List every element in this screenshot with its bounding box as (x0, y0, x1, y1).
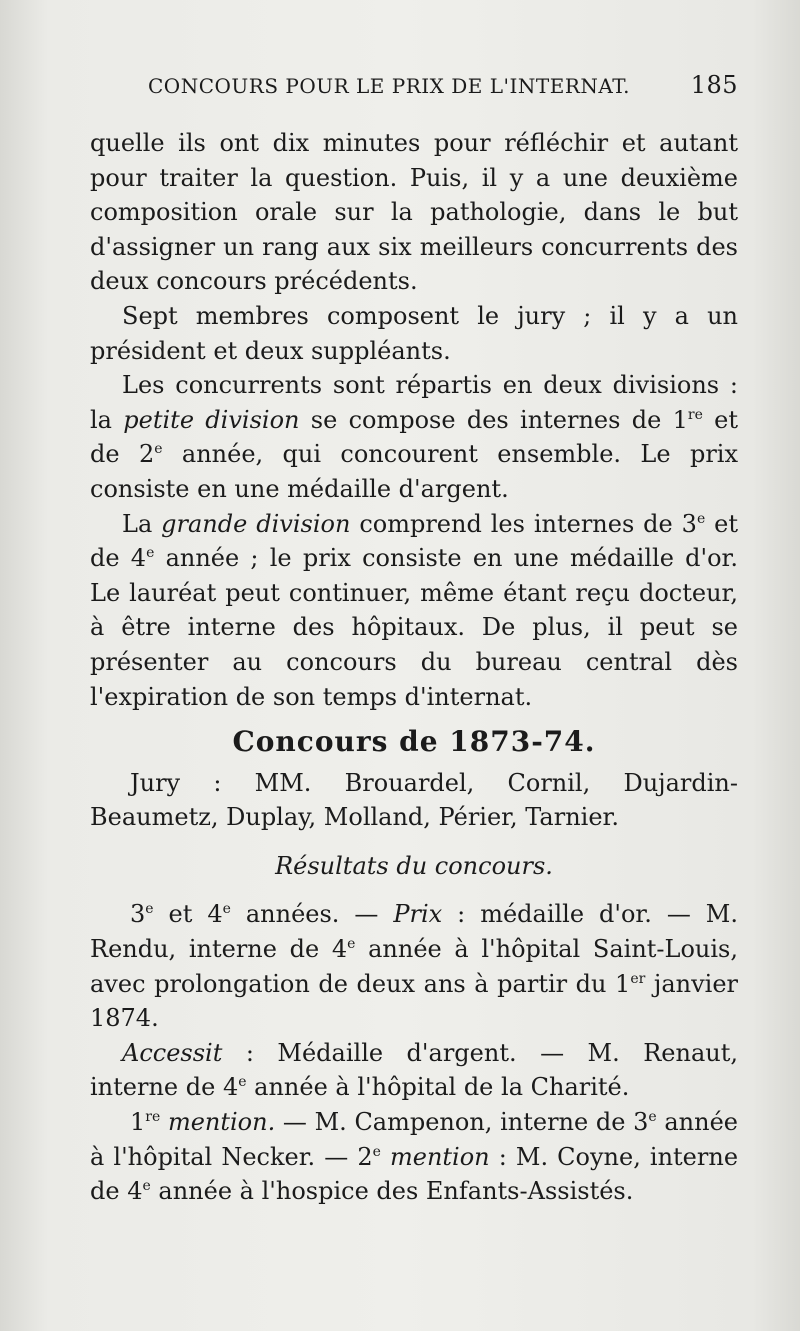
body-text (90, 126, 738, 1209)
text-run: : M. Coyne, interne de 4 (90, 1142, 739, 1206)
text-run: comprend les internes de 3 (350, 509, 697, 538)
paragraph-divisions (90, 368, 738, 506)
text-run: janvier 1874. (90, 969, 738, 1033)
text-run: année à l'hôpital Necker. — 2 (90, 1108, 738, 1171)
ordinal-suffix: e (372, 1143, 381, 1160)
emphasis-mention: mention. (160, 1108, 276, 1137)
text-run: : Médaille d'argent. — M. Renaut, interne de 4 (90, 1038, 738, 1102)
result-prix (90, 897, 738, 1035)
text-run: année à l'hôpital de la Charité. (246, 1073, 630, 1102)
text-run: : médaille d'or. — M. Rendu, interne de 4 (90, 900, 739, 964)
text-run: La (122, 509, 162, 538)
text-run: année, qui concourent ensemble. Le prix consiste en une médaille d'argent. (90, 440, 738, 503)
emphasis-mention: mention (380, 1142, 490, 1171)
ordinal-suffix: e (347, 936, 356, 953)
ordinal-suffix: re (145, 1109, 161, 1126)
text-run: 3 (130, 900, 146, 929)
ordinal-suffix: er (630, 970, 646, 987)
paragraph-jury-composition: Sept membres composent le jury ; il y a un président et deux suppléants. (90, 301, 738, 365)
text-run: et 4 (153, 900, 223, 929)
text-run: et de 4 (90, 509, 738, 573)
ordinal-suffix: e (154, 441, 163, 458)
running-title: CONCOURS POUR LE PRIX DE L'INTERNAT. (148, 74, 631, 98)
running-header (148, 71, 738, 104)
text-run: années. — (230, 900, 394, 929)
ordinal-suffix: e (696, 510, 706, 527)
text-run: — M. Campenon, interne de 3 (275, 1108, 649, 1137)
section-title: Concours de 1873-74. (232, 725, 596, 759)
ordinal-suffix: re (687, 406, 703, 423)
text-run: année à l'hospice des Enfants-Assistés. (150, 1177, 634, 1206)
emphasis-petite-division: petite division (123, 405, 300, 434)
results-heading: Résultats du concours. (275, 851, 553, 880)
text-run: 1 (130, 1108, 146, 1137)
paragraph-grande-division (90, 507, 738, 715)
text-run: et de 2 (90, 405, 738, 469)
ordinal-suffix: e (145, 901, 154, 918)
paragraph-jury-list: Jury : MM. Brouardel, Cornil, Dujardin-Beaumetz, Duplay, Molland, Périer, Tarnier. (90, 768, 738, 832)
text-run: année ; le prix consiste en une médaille d'or. Le lauréat peut continuer, même étant reçu docteur, à être interne des hôpitaux. De plus, il peut se présenter au concours du bureau central dès l'expiration de son temps d'internat. (90, 544, 738, 711)
text-run: année à l'hôpital Saint-Louis, avec prolongation de deux ans à partir du 1 (90, 935, 739, 998)
text-run: Les concurrents sont répartis en deux divisions : la (90, 371, 738, 434)
ordinal-suffix: e (142, 1178, 151, 1195)
emphasis-grande-division: grande division (161, 509, 351, 538)
result-accessit (90, 1036, 738, 1105)
ordinal-suffix: e (146, 545, 155, 562)
text-run: se compose des internes de 1 (299, 405, 688, 434)
ordinal-suffix: e (238, 1074, 247, 1091)
page-number: 185 (690, 71, 738, 99)
paragraph-continuation: quelle ils ont dix minutes pour réfléchir et autant pour traiter la question. Puis, il y a une deuxième composition orale sur la pathologie, dans le but d'assigner un rang aux six meilleurs concurrents des deux concours précédents. (90, 129, 738, 296)
ordinal-suffix: e (222, 901, 231, 918)
emphasis-accessit: Accessit (122, 1038, 223, 1067)
result-mentions (90, 1105, 738, 1209)
ordinal-suffix: e (648, 1109, 657, 1126)
emphasis-prix: Prix (393, 900, 443, 929)
